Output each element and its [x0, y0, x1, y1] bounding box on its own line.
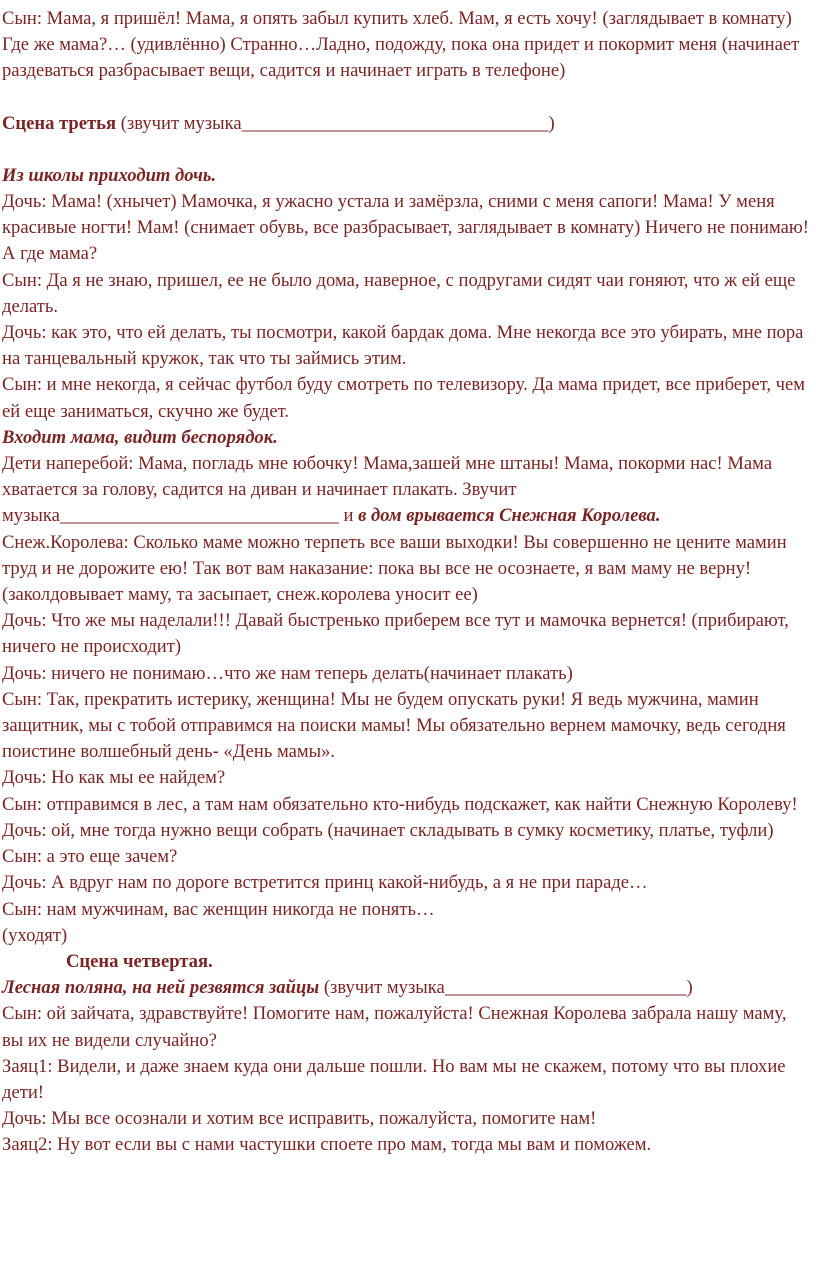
paragraph-daughter-1: Дочь: Мама! (хнычет) Мамочка, я ужасно устала и замёрзла, сними с меня сапоги! Мама! У меня красивые ногти! Мам! (снимает обувь, все разбрасывает, заглядывает в комнату) Ничего не понимаю! А где мама? [2, 191, 809, 265]
paragraph-son-3: Сын: Так, прекратить истерику, женщина! Мы не будем опускать руки! Я ведь мужчина, мамин защитник, мы с тобой отправимся на поиски мамы! Мы обязательно вернем мамочку, ведь сегодня поистине волшебный день- «День мамы». [2, 688, 786, 763]
paragraph-daughter-7: Дочь: А вдруг нам по дороге встретится принц какой-нибудь, а я не при параде… [2, 872, 648, 894]
scene-four-setting: Лесная поляна, на ней резвятся зайцы [2, 977, 320, 999]
scene-three-title: Сцена третья [2, 112, 117, 134]
paragraph-hare-2: Заяц2: Ну вот если вы с нами частушки споете про мам, тогда мы вам и поможем. [2, 1134, 652, 1156]
scene-four-title: Сцена четвертая. [66, 950, 213, 972]
stage-direction-daughter-enters: Из школы приходит дочь. [2, 164, 216, 186]
paragraph-snow-queen: Снеж.Королева: Сколько маме можно терпеть все ваши выходки! Вы совершенно не цените мамин труд и не дорожите ею! Так вот вам наказание: пока вы все не осознаете, я вам маму не верну! (заколдовывает маму, та засыпает, снеж.королева уносит ее) [2, 531, 787, 606]
paragraph-hare-1: Заяц1: Видели, и даже знаем куда они дальше пошли. Но вам мы не скажем, потому что вы плохие дети! [2, 1055, 786, 1103]
stage-direction-exit: (уходят) [2, 924, 68, 946]
paragraph-son-2: Сын: и мне некогда, я сейчас футбол буду смотреть по телевизору. Да мама придет, все приберет, чем ей еще заниматься, скучно же будет. [2, 374, 805, 422]
paragraph-son-arrives: Сын: Мама, я пришёл! Мама, я опять забыл купить хлеб. Мам, я есть хочу! (заглядывает в комнату) Где же мама?… (удивлённо) Странно…Ладно, подожду, пока она придет и покормит меня (начинает раздеваться разбрасывает вещи, садится и начинает играть в телефоне) [2, 8, 800, 82]
scene-four-setting-line [2, 975, 810, 1001]
scene-three-heading [2, 111, 810, 137]
snow-queen-enters: в дом врывается Снежная Королева. [358, 505, 661, 527]
paragraph-daughter-6: Дочь: ой, мне тогда нужно вещи собрать (начинает складывать в сумку косметику, платье, туфли) [2, 819, 774, 841]
paragraph-son-4: Сын: отправимся в лес, а там нам обязательно кто-нибудь подскажет, как найти Снежную Королеву! [2, 793, 798, 815]
paragraph-daughter-5: Дочь: Но как мы ее найдем? [2, 767, 226, 789]
scene-four-heading [2, 949, 810, 975]
paragraph-daughter-2: Дочь: как это, что ей делать, ты посмотри, какой бардак дома. Мне некогда все это убирать, мне пора на танцевальный кружок, так что ты займись этим. [2, 322, 804, 370]
paragraph-daughter-3: Дочь: Что же мы наделали!!! Давай быстренько приберем все тут и мамочка вернется! (прибирают, ничего не происходит) [2, 610, 789, 658]
scene-three-music: (звучит музыка_________________________________) [116, 112, 555, 134]
children-text: Дети наперебой: Мама, погладь мне юбочку! Мама,зашей мне штаны! Мама, покорми нас! Мама хватается за голову, садится на диван и начинает плакать. Звучит музыка______________________________ и [2, 453, 773, 527]
paragraph-daughter-8: Дочь: Мы все осознали и хотим все исправить, пожалуйста, помогите нам! [2, 1108, 597, 1130]
paragraph-daughter-4: Дочь: ничего не понимаю…что же нам теперь делать(начинает плакать) [2, 662, 573, 684]
paragraph-son-5: Сын: а это еще зачем? [2, 846, 178, 868]
paragraph-son-6: Сын: нам мужчинам, вас женщин никогда не понять… [2, 898, 435, 920]
stage-direction-mom-enters: Входит мама, видит беспорядок. [2, 426, 278, 448]
paragraph-son-1: Сын: Да я не знаю, пришел, ее не было дома, наверное, с подругами сидят чаи гоняют, что ж ей еще делать. [2, 269, 796, 317]
blank-line [2, 137, 810, 163]
scene-four-music: (звучит музыка__________________________) [319, 977, 693, 999]
paragraph-children [2, 451, 810, 530]
blank-line [2, 85, 810, 111]
paragraph-son-7: Сын: ой зайчата, здравствуйте! Помогите нам, пожалуйста! Снежная Королева забрала нашу маму, вы их не видели случайно? [2, 1003, 787, 1051]
